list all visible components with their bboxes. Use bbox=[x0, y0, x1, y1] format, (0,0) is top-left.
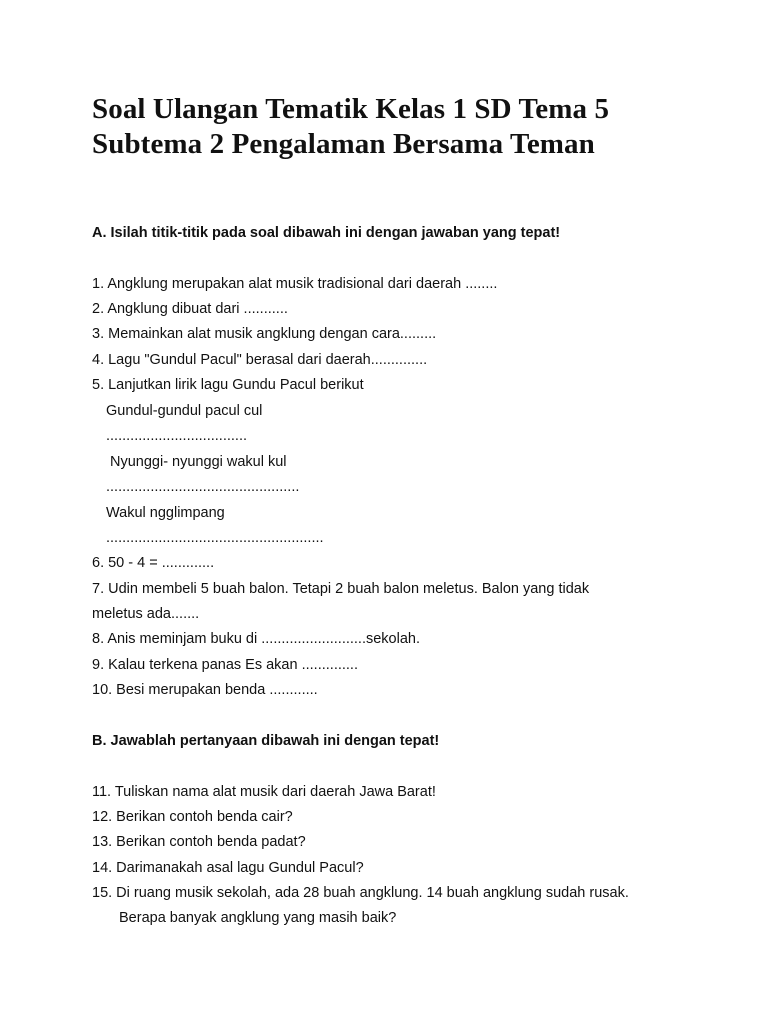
question-9: 9. Kalau terkena panas Es akan .............. bbox=[92, 657, 358, 673]
question-6: 6. 50 - 4 = ............. bbox=[92, 555, 215, 571]
question-1: 1. Angklung merupakan alat musik tradisional dari daerah ........ bbox=[92, 276, 498, 292]
lyric-blank-3: ...................................................... bbox=[106, 530, 324, 546]
section-a-heading: A. Isilah titik-titik pada soal dibawah ini dengan jawaban yang tepat! bbox=[92, 225, 561, 241]
lyric-line-2: Nyunggi- nyunggi wakul kul bbox=[110, 454, 287, 470]
lyric-line-1: Gundul-gundul pacul cul bbox=[106, 403, 263, 419]
question-12: 12. Berikan contoh benda cair? bbox=[92, 809, 293, 825]
question-3: 3. Memainkan alat musik angklung dengan cara......... bbox=[92, 326, 437, 342]
title-line-2: Subtema 2 Pengalaman Bersama Teman bbox=[92, 128, 595, 160]
question-15-line-2: Berapa banyak angklung yang masih baik? bbox=[119, 910, 397, 926]
question-2: 2. Angklung dibuat dari ........... bbox=[92, 301, 288, 317]
question-7-line-1: 7. Udin membeli 5 buah balon. Tetapi 2 buah balon meletus. Balon yang tidak bbox=[92, 581, 590, 597]
page-title bbox=[92, 92, 732, 162]
question-15-line-1: 15. Di ruang musik sekolah, ada 28 buah angklung. 14 buah angklung sudah rusak. bbox=[92, 885, 629, 901]
question-10: 10. Besi merupakan benda ............ bbox=[92, 682, 318, 698]
title-line-1: Soal Ulangan Tematik Kelas 1 SD Tema 5 bbox=[92, 93, 610, 125]
question-13: 13. Berikan contoh benda padat? bbox=[92, 834, 306, 850]
question-11: 11. Tuliskan nama alat musik dari daerah Jawa Barat! bbox=[92, 784, 436, 800]
lyric-line-3: Wakul ngglimpang bbox=[106, 505, 225, 521]
question-4: 4. Lagu "Gundul Pacul" berasal dari daerah.............. bbox=[92, 352, 428, 368]
question-14: 14. Darimanakah asal lagu Gundul Pacul? bbox=[92, 860, 364, 876]
section-b-heading: B. Jawablah pertanyaan dibawah ini dengan tepat! bbox=[92, 733, 440, 749]
question-7-line-2: meletus ada....... bbox=[92, 606, 200, 622]
lyric-blank-1: ................................... bbox=[106, 428, 247, 444]
question-8: 8. Anis meminjam buku di ..........................sekolah. bbox=[92, 631, 420, 647]
lyric-blank-2: ................................................ bbox=[106, 479, 300, 495]
question-5: 5. Lanjutkan lirik lagu Gundu Pacul berikut bbox=[92, 377, 364, 393]
